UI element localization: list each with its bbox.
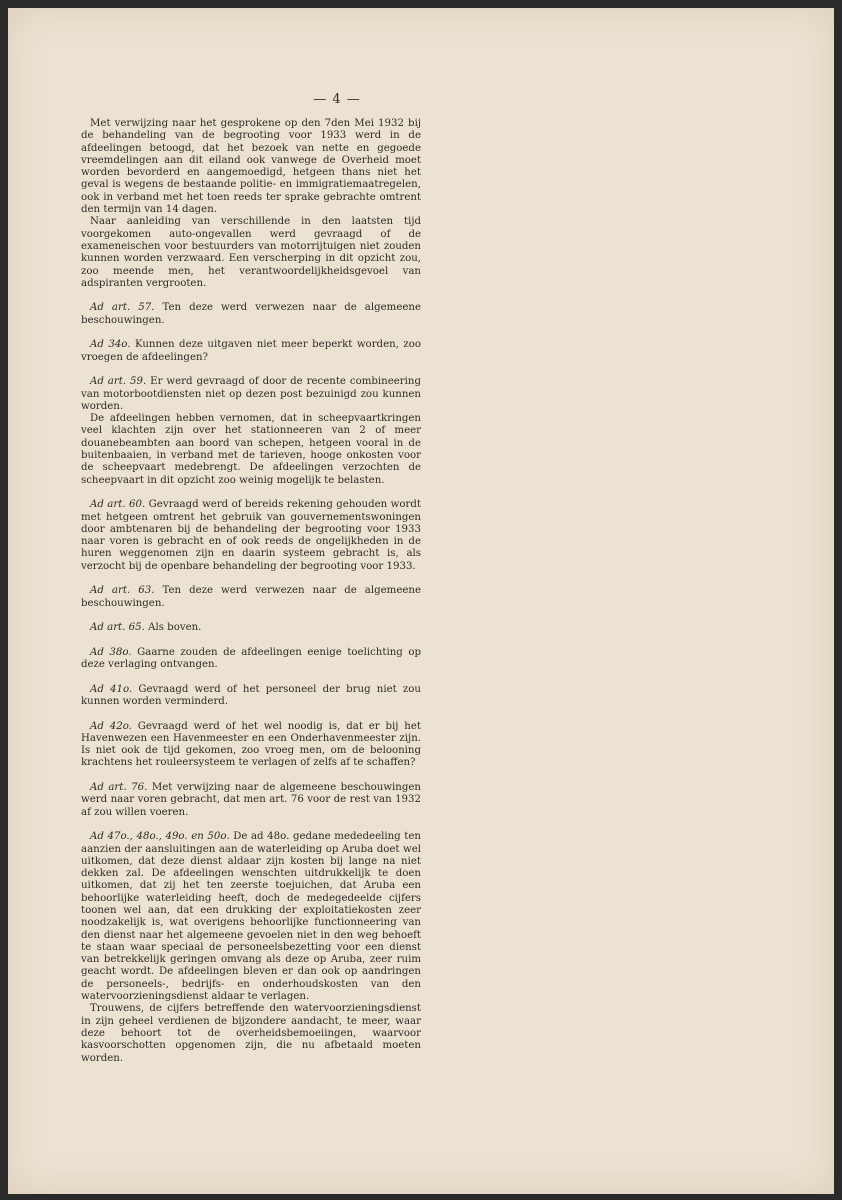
article-label: Ad 47o., 48o., 49o. en 50o. <box>90 831 230 843</box>
paragraph <box>81 302 421 327</box>
paragraph <box>81 585 421 610</box>
paragraph <box>81 684 421 709</box>
article-label: Ad 41o. <box>90 683 133 695</box>
paragraph-text: Gevraagd werd of het personeel der brug niet zou kunnen worden verminderd. <box>81 683 421 707</box>
article-label: Ad 34o. <box>90 339 131 351</box>
article-label: Ad 42o. <box>90 720 132 732</box>
paragraph <box>81 499 421 573</box>
article-label: Ad art. 57. <box>90 302 155 314</box>
paragraph-text: Met verwijzing naar het gesprokene op den 7den Mei 1932 bij de behandeling van de begrooting voor 1933 werd in de afdeelingen betoogd, dat het bezoek van nette en gegoede vreemdelingen aan dit eiland ook vanwege de Overheid moet worden bevorderd en aangemoedigd, hetgeen thans niet het geval is wegens de bestaande politie- en immigratiemaatregelen, ook in verband met het toen reeds ter sprake gebrachte omtrent den termijn van 14 dagen. <box>81 118 421 216</box>
article-label: Ad art. 63. <box>90 585 155 597</box>
article-label: Ad art. 59. <box>90 376 147 388</box>
paragraph <box>81 118 421 216</box>
paragraph-text: Als boven. <box>148 622 202 634</box>
paragraph <box>81 376 421 413</box>
paragraph-text: De afdeelingen hebben vernomen, dat in scheepvaartkringen veel klachten zijn over het stationneeren van 2 of meer douanebeambten aan boord van schepen, hetgeen vooral in de buitenbaaien, in verband met de tarieven, hooge onkosten voor de scheepvaart medebrengt. De afdeelingen verzochten de scheepvaart in dit opzicht zoo weinig mogelijk te belasten. <box>81 413 421 486</box>
body-text <box>81 118 421 1065</box>
paragraph <box>81 721 421 770</box>
paragraph <box>81 622 421 634</box>
paragraph <box>81 1003 421 1064</box>
paragraph <box>81 647 421 672</box>
paragraph-text: Er werd gevraagd of door de recente combineering van motorbootdiensten niet op dezen post bezuinigd zou kunnen worden. <box>81 376 421 412</box>
article-label: Ad art. 60. <box>90 499 146 511</box>
article-label: Ad art. 76. <box>90 782 148 794</box>
page-number: — 4 — <box>313 92 361 107</box>
paragraph <box>81 413 421 487</box>
paragraph-text: Ten deze werd verwezen naar de algemeene beschouwingen. <box>81 585 421 609</box>
paragraph-text: Gevraagd werd of bereids rekening gehouden wordt met hetgeen omtrent het gebruik van gouvernementswoningen door ambtenaren bij de behandeling der begrooting voor 1933 naar voren is gebracht en of ook reeds de ongelijkheden in de huren weggenomen zijn en daarin systeem gebracht is, als verzocht bij de openbare behandeling der begrooting voor 1933. <box>81 499 421 572</box>
paragraph <box>81 339 421 364</box>
article-label: Ad art. 65. <box>90 622 145 634</box>
paragraph <box>81 831 421 1003</box>
paragraph-text: Ten deze werd verwezen naar de algemeene beschouwingen. <box>81 302 421 326</box>
paragraph <box>81 782 421 819</box>
paragraph-text: Trouwens, de cijfers betreffende den watervoorzieningsdienst in zijn geheel verdienen de bijzondere aandacht, te meer, waar deze behoort tot de overheidsbemoeiingen, waarvoor kasvoorschotten opgenomen zijn, die nu afbetaald moeten worden. <box>81 1003 421 1064</box>
paragraph-text: Met verwijzing naar de algemeene beschouwingen werd naar voren gebracht, dat men art. 76 voor de rest van 1932 af zou willen voeren. <box>81 782 421 818</box>
paragraph-text: Gaarne zouden de afdeelingen eenige toelichting op deze verlaging ontvangen. <box>81 646 421 671</box>
paragraph-text: Naar aanleiding van verschillende in den laatsten tijd voorgekomen auto-ongevallen werd gevraagd of de exameneischen voor bestuurders van motorrijtuigen niet zouden kunnen worden verzwaard. Een verscherping in dit opzicht zou, zoo meende men, het verantwoordelijkheidsgevoel van adspiranten vergrooten. <box>81 216 421 289</box>
paragraph-text: De ad 48o. gedane mededeeling ten aanzien der aansluitingen aan de waterleiding op Aruba doet wel uitkomen, dat deze dienst aldaar zijn kosten bij lange na niet dekken zal. De afdeelingen wenschten uitdrukkelijk te doen uitkomen, dat zij het ten zeerste toejuichen, dat Aruba een behoorlijke waterleiding heeft, doch de medegedeelde cijfers toonen wel aan, dat een drukking der exploitatiekosten zeer noodzakelijk is, wat overigens behoorlijke functionneering van den dienst naar het algemeene gevoelen niet in den weg behoeft te staan waar speciaal de personeelsbezetting voor een dienst van betrekkelijk geringen omvang als deze op Aruba, zeer ruim geacht wordt. De afdeelingen bleven er dan ook op aandringen de personeels-, bedrijfs- en onderhoudskosten van den watervoorzieningsdienst aldaar te verlagen. <box>81 831 421 1003</box>
article-label: Ad 38o. <box>90 646 132 658</box>
paragraph <box>81 216 421 290</box>
paragraph-text: Gevraagd werd of het wel noodig is, dat er bij het Havenwezen een Havenmeester en een Onderhavenmeester zijn. Is niet ook de tijd gekomen, zoo vroeg men, om de belooning krachtens het rouleersysteem te verlagen of zelfs af te schaffen? <box>81 720 421 769</box>
paragraph-text: Kunnen deze uitgaven niet meer beperkt worden, zoo vroegen de afdeelingen? <box>81 339 421 363</box>
document-page <box>8 8 834 1194</box>
